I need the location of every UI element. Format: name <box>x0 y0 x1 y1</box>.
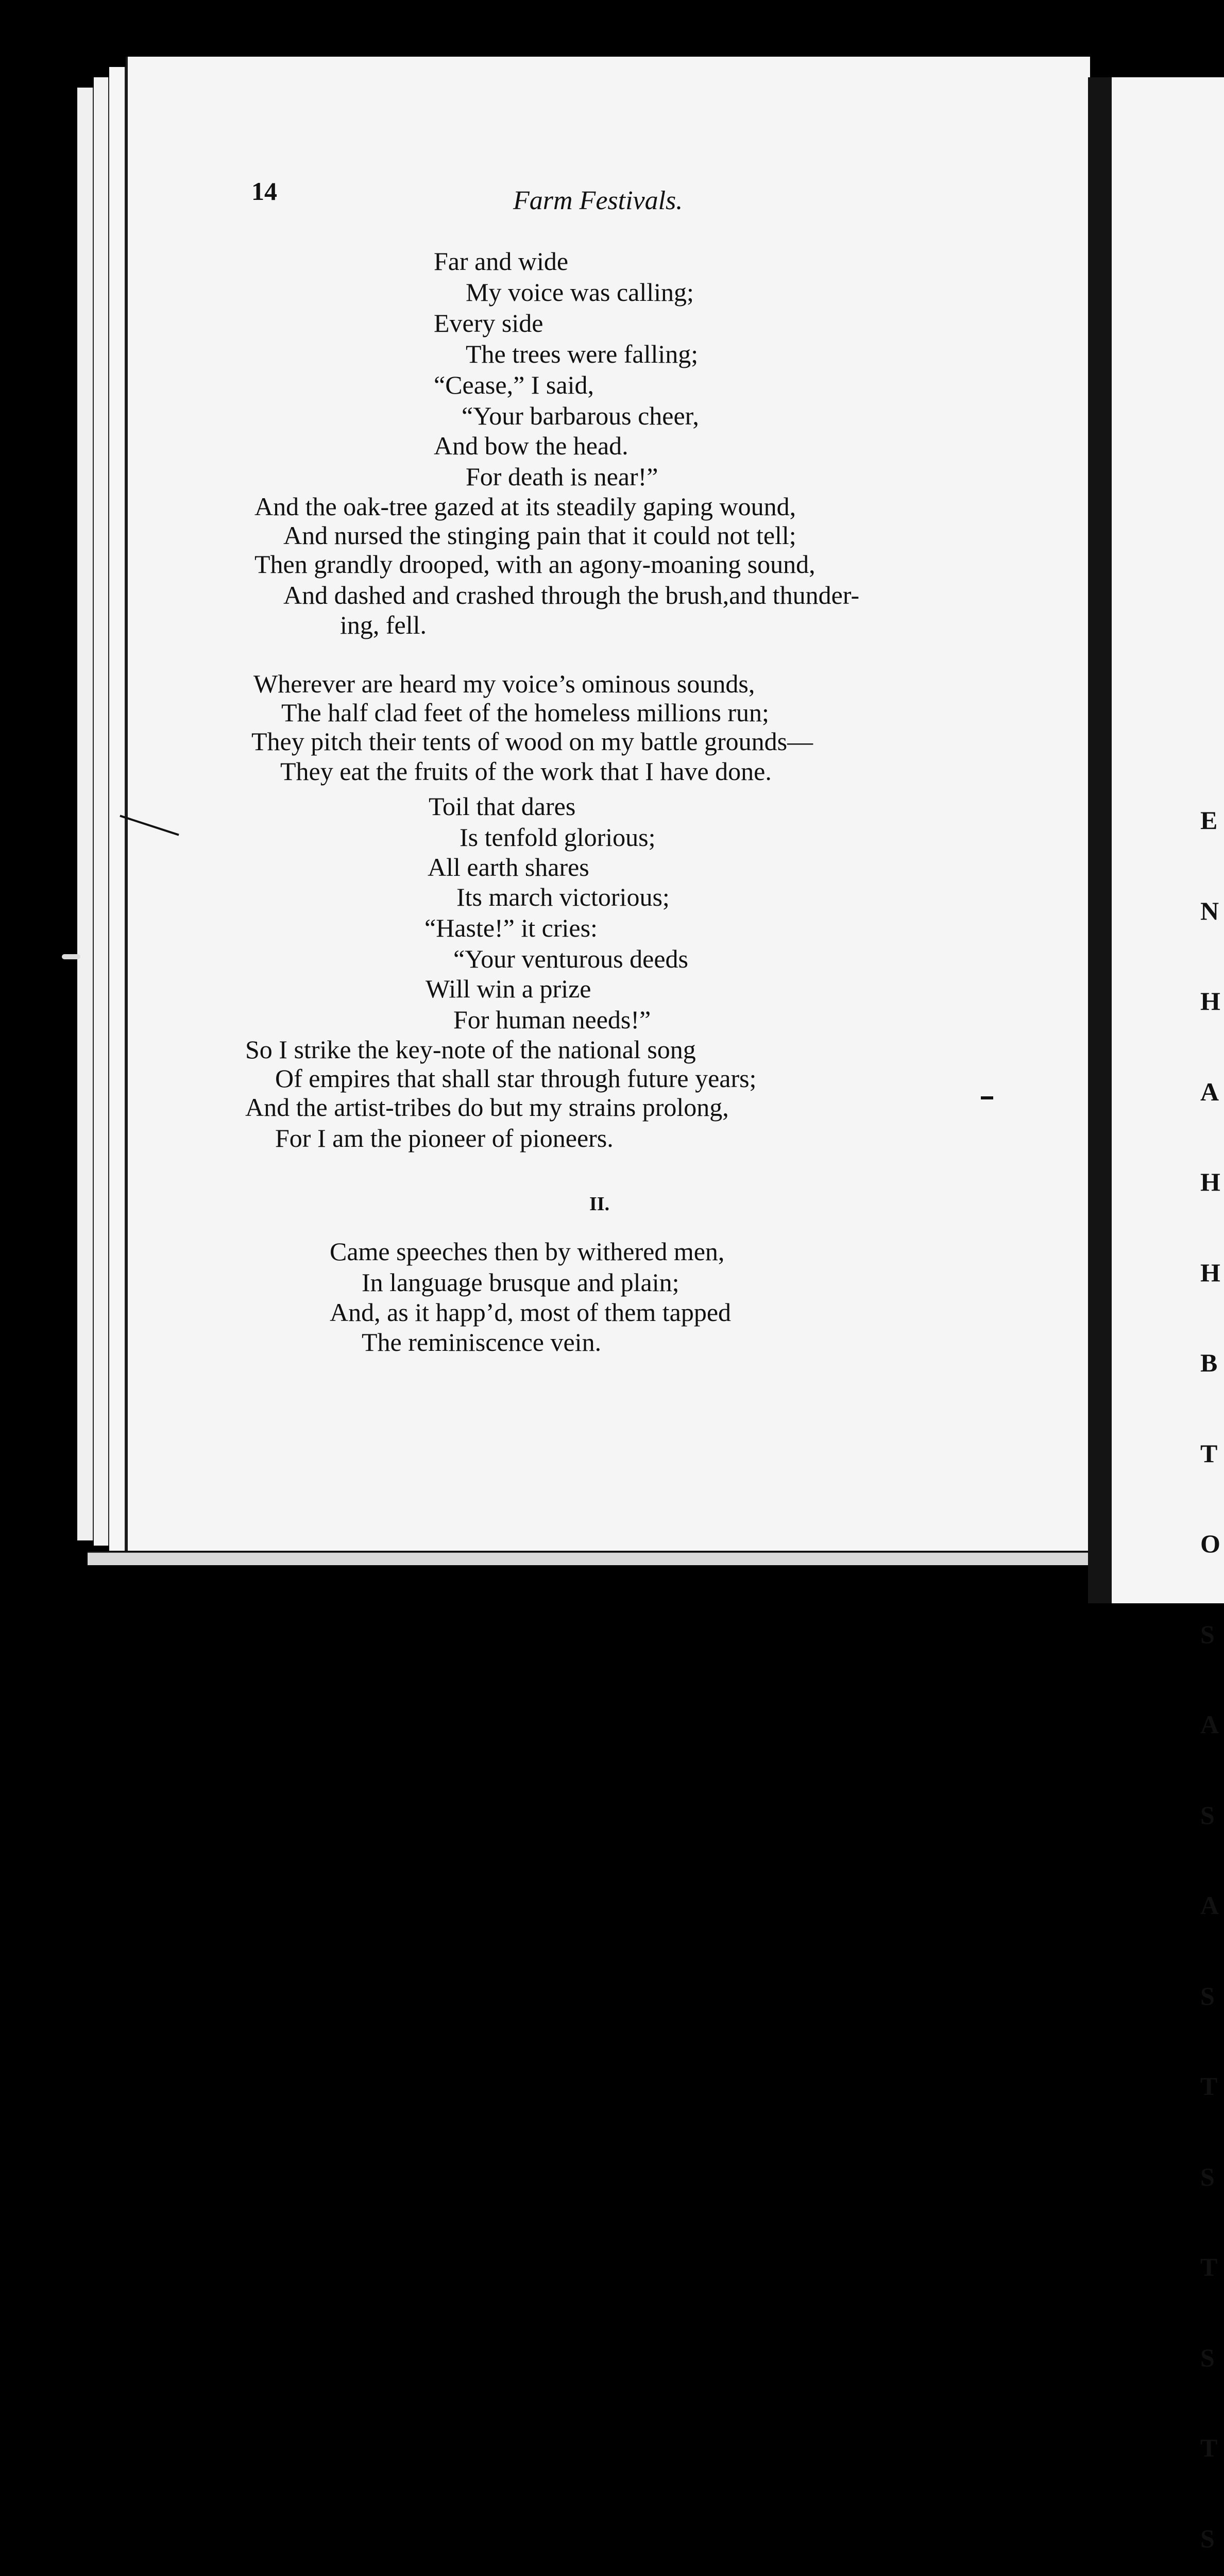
poem-line: And, as it happ’d, most of them tapped <box>330 1298 732 1327</box>
fragment-letter: S <box>1200 1981 1215 2010</box>
poem-line: My voice was calling; <box>466 278 694 307</box>
fragment-letter: T <box>1200 2072 1218 2100</box>
right-page-fragments <box>1200 745 1220 2576</box>
fragment-letter: S <box>1200 2162 1215 2191</box>
scan-mark <box>62 954 80 959</box>
poem-line: And the artist-tribes do but my strains prolong, <box>245 1093 729 1122</box>
poem-line: For death is near!” <box>466 462 658 491</box>
poem-line: And bow the head. <box>434 431 628 460</box>
poem-line: They eat the fruits of the work that I have done. <box>280 757 772 786</box>
poem-line: The half clad feet of the homeless millions run; <box>281 698 769 727</box>
fragment-letter: A <box>1200 1891 1219 1920</box>
poem-line: In language brusque and plain; <box>362 1268 679 1297</box>
poem-line: Toil that dares <box>429 792 576 821</box>
page-edge <box>109 67 126 1551</box>
poem-line: “Your barbarous cheer, <box>462 401 699 430</box>
fragment-letter: A <box>1200 1710 1219 1739</box>
scan-mark <box>981 1096 993 1099</box>
page-edge <box>94 77 110 1546</box>
poem-line: The trees were falling; <box>466 340 699 368</box>
fragment-letter: H <box>1200 1258 1220 1287</box>
poem-line: Then grandly drooped, with an agony-moaning sound, <box>254 550 815 579</box>
fragment-letter: H <box>1200 987 1220 1015</box>
section-heading: II. <box>589 1193 610 1215</box>
fragment-letter: T <box>1200 1438 1218 1468</box>
book-spine <box>1088 77 1112 1603</box>
page-edge <box>77 88 94 1540</box>
poem-line: Every side <box>434 309 543 337</box>
poem-line: “Haste!” it cries: <box>424 913 598 942</box>
poem-line: “Cease,” I said, <box>434 370 594 399</box>
fragment-letter: B <box>1200 1348 1218 1377</box>
fragment-letter: S <box>1200 2523 1215 2553</box>
fragment-letter: S <box>1200 1619 1215 1649</box>
fragment-letter: S <box>1200 2343 1215 2372</box>
poem-line: Is tenfold glorious; <box>460 823 656 852</box>
poem-line: Wherever are heard my voice’s ominous sounds, <box>253 669 755 698</box>
poem-line: And the oak-tree gazed at its steadily gaping wound, <box>254 492 796 521</box>
page-number: 14 <box>251 177 277 206</box>
fragment-letter: A <box>1200 1077 1219 1106</box>
poem-line: They pitch their tents of wood on my battle grounds— <box>251 727 813 756</box>
poem-line: Came speeches then by withered men, <box>330 1237 725 1266</box>
poem-line: And nursed the stinging pain that it could not tell; <box>283 521 796 550</box>
page-bottom-edge <box>88 1552 1092 1565</box>
fragment-letter: S <box>1200 1800 1215 1829</box>
fragment-letter: T <box>1200 2433 1218 2462</box>
fragment-letter: T <box>1200 2252 1218 2281</box>
poem-line: All earth shares <box>428 853 589 882</box>
poem-line: ing, fell. <box>340 611 427 639</box>
fragment-letter: N <box>1200 896 1219 925</box>
poem-line: “Your venturous deeds <box>453 944 688 973</box>
poem-line: For human needs!” <box>453 1005 651 1034</box>
running-title: Farm Festivals. <box>513 186 683 215</box>
fragment-letter: H <box>1200 1167 1220 1196</box>
fragment-letter: O <box>1200 1529 1220 1558</box>
poem-line: So I strike the key-note of the national song <box>245 1035 696 1064</box>
poem-line: Far and wide <box>434 247 569 276</box>
poem-line: The reminiscence vein. <box>362 1328 602 1357</box>
poem-line: Will win a prize <box>426 974 591 1003</box>
fragment-letter: E <box>1200 806 1218 835</box>
poem-line: Of empires that shall star through future years; <box>275 1064 757 1093</box>
poem-line: And dashed and crashed through the brush,and thunder- <box>283 581 860 609</box>
poem-line: Its march victorious; <box>456 883 670 911</box>
poem-line: For I am the pioneer of pioneers. <box>275 1124 614 1153</box>
